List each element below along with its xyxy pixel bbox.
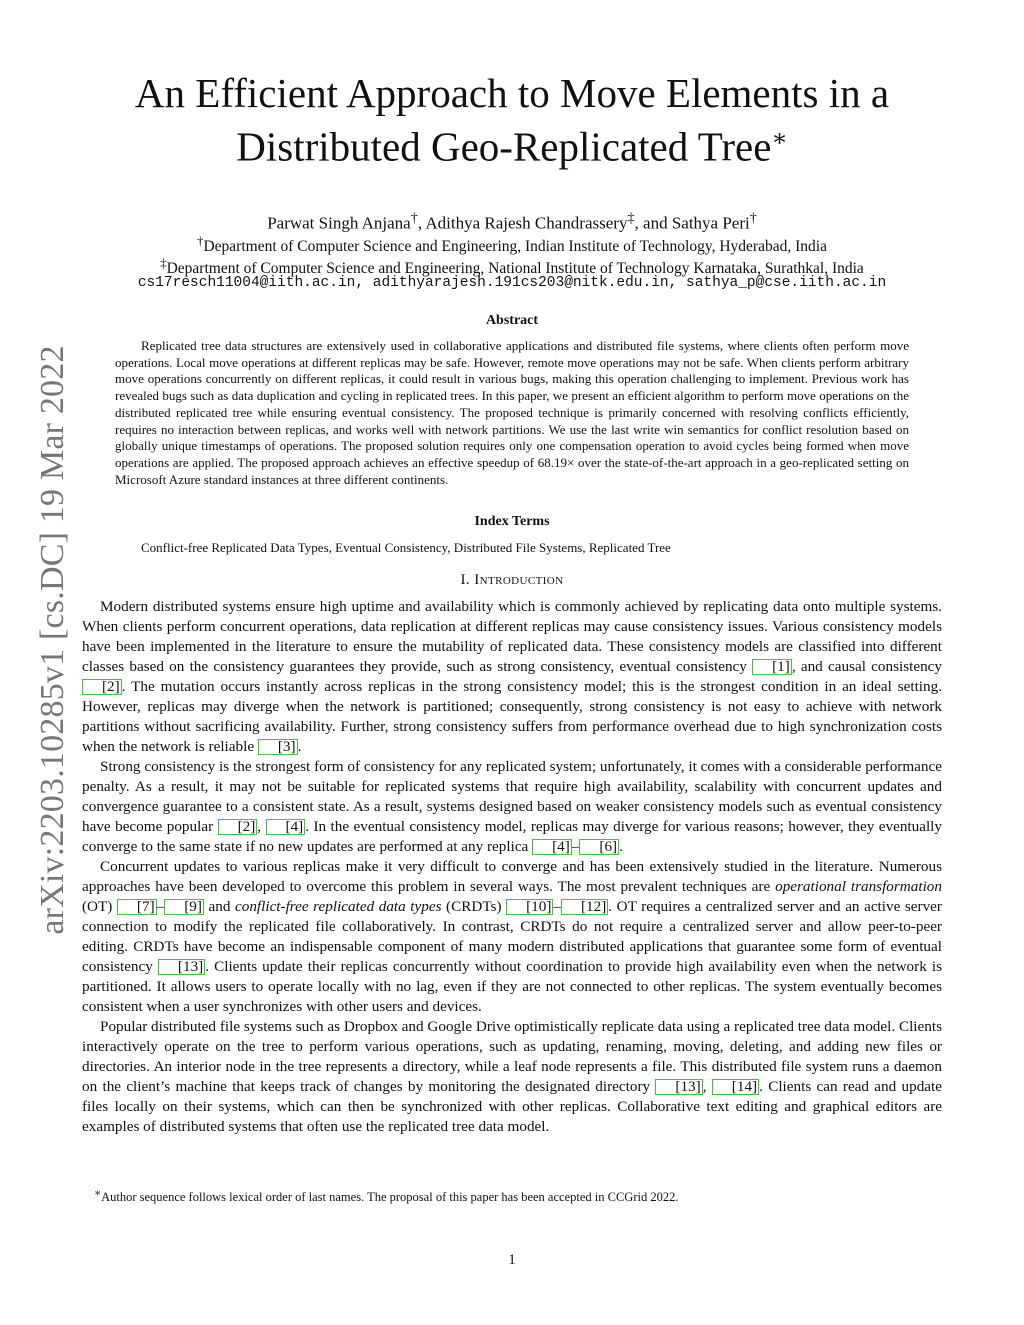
index-terms-heading: Index Terms <box>474 514 550 529</box>
citation-link[interactable]: [9] <box>164 899 204 915</box>
author-chandrassery: Adithya Rajesh Chandrassery <box>425 213 628 233</box>
citation-link[interactable]: [14] <box>712 1079 759 1095</box>
arxiv-identifier-stamp: arXiv:2203.10285v1 [cs.DC] 19 Mar 2022 <box>34 345 71 935</box>
page-number: 1 <box>508 1252 516 1268</box>
paper-title <box>100 70 924 170</box>
section-heading-introduction: I. Introduction <box>460 572 564 588</box>
citation-link[interactable]: [6] <box>579 839 619 855</box>
citation-link[interactable]: [4] <box>532 839 572 855</box>
citation-link[interactable]: [1] <box>752 659 792 675</box>
abstract-text: Replicated tree data structures are extensively used in collaborative applications and distributed file systems, where clients often perform move operations. Local move operations at different replicas may be safe. However, remote move operations may not be safe. When clients perform arbitrary move operations concurrently on different replicas, it could result in various bugs, making this operation challenging to implement. Previous work has revealed bugs such as data duplication and cycling in replicated trees. In this paper, we present an efficient algorithm to perform move operations on the distributed replicated tree while ensuring eventual consistency. The proposed technique is primarily concerned with resolving conflicts efficiently, requires no interaction between replicas, and works well with network partitions. We use the last write win semantics for conflict resolution based on globally unique timestamps of operations. The proposed solution requires only one compensation operation to avoid cycles being formed when move operations are applied. The proposed approach achieves an effective speedup of 68.19× over the state-of-the-art approach in a geo-replicated setting on Microsoft Azure standard instances at three different continents. <box>115 338 909 487</box>
author-anjana: Parwat Singh Anjana <box>267 213 411 233</box>
footnote: ∗Author sequence follows lexical order of last names. The proposal of this paper has been accepted in CCGrid 2022. <box>94 1188 679 1205</box>
citation-link[interactable]: [3] <box>258 739 298 755</box>
title-line-1: An Efficient Approach to Move Elements in a <box>134 70 890 116</box>
introduction-body <box>82 597 942 1137</box>
citation-link[interactable]: [7] <box>117 899 157 915</box>
index-terms-text: Conflict-free Replicated Data Types, Eventual Consistency, Distributed File Systems, Replicated Tree <box>141 540 671 555</box>
abstract-heading: Abstract <box>485 313 539 328</box>
citation-link[interactable]: [13] <box>158 959 205 975</box>
citation-link[interactable]: [12] <box>561 899 608 915</box>
paragraph-4: Popular distributed file systems such as Dropbox and Google Drive optimistically replicate data using a replicated tree data model. Clients interactively operate on the tree to perform various operations, such as updating, renaming, moving, deleting, and adding new files or directories. An interior node in the tree represents a directory, while a leaf node represents a file. This distributed file system runs a daemon on the client’s machine that keeps track of changes by monitoring the designated directory [13] , [14] . Clients can read and update files locally on their systems, which can then be synchronized with other replicas. Collaborative text editing and graphical editors are examples of distributed systems that often use the replicated tree data model. <box>82 1018 943 1135</box>
affiliation-iit-hyderabad: †Department of Computer Science and Engineering, Indian Institute of Technology, Hyderabad, India <box>197 233 827 256</box>
paragraph-1: Modern distributed systems ensure high uptime and availability which is commonly achieved by replicating data onto multiple systems. When clients perform concurrent operations, data replication at different replicas may cause consistency issues. Various consistency models have been implemented in the literature to ensure the mutability of replicated data. These consistency models are classified into different classes based on the consistency guarantees they provide, such as strong consistency, eventual consistency [1] , and causal consistency [2] . The mutation occurs instantly across replicas in the strong consistency model; this is the strongest condition in an ideal setting. However, replicas may diverge when the network is partitioned; consequently, strong consistency is not easy to achieve with network partitions without sacrificing availability. Further, strong consistency suffers from performance overhead due to high synchronization costs when the network is reliable [3] . <box>82 598 942 755</box>
title-line-2: Distributed Geo-Replicated Tree∗ <box>236 123 788 170</box>
citation-link[interactable]: [2] <box>218 819 258 835</box>
paragraph-2: Strong consistency is the strongest form of consistency for any replicated system; unfortunately, it comes with a considerable performance penalty. As a result, it may not be suitable for replicated systems that require high availability, scalability with concurrent updates and convergence guarantee to a consistent state. As a result, systems designed based on weaker consistency models such as eventual consistency have become popular [2] , [4] . In the eventual consistency model, replicas may diverge for various reasons; however, they eventually converge to the same state if no new updates are performed at any replica [4] – [6] . <box>82 758 942 855</box>
citation-link[interactable]: [10] <box>506 899 553 915</box>
author-list: Parwat Singh Anjana†, Adithya Rajesh Chandrassery‡, and Sathya Peri† <box>267 210 757 233</box>
paragraph-3: Concurrent updates to various replicas make it very difficult to converge and has been extensively studied in the literature. Numerous approaches have been developed to overcome this problem in several ways. The most prevalent techniques are operational transformation (OT) [7] – [9] and conflict-free replicated data types (CRDTs) [10] – [12] . OT requires a centralized server and an active server connection to modify the replicated file collaboratively. In contrast, CRDTs do not require a centralized server and allow peer-to-peer editing. CRDTs have become an indispensable component of many modern distributed applications that guarantee some form of eventual consistency [13] . Clients update their replicas concurrently without coordination to provide high availability even when the network is partitioned. It allows users to operate locally with no lag, even if they are not connected to other replicas. The system eventually becomes consistent when a user synchronizes with other users and devices. <box>82 858 942 1015</box>
citation-link[interactable]: [13] <box>655 1079 702 1095</box>
citation-link[interactable]: [4] <box>266 819 306 835</box>
title-footnote-mark: ∗ <box>771 126 788 152</box>
affiliation-nitk: ‡Department of Computer Science and Engineering, National Institute of Technology Karnataka, Surathkal, India <box>160 255 864 278</box>
author-emails: cs17resch11004@iith.ac.in, adithyarajesh.191cs203@nitk.edu.in, sathya_p@cse.iith.ac.in <box>137 275 887 291</box>
author-peri: Sathya Peri <box>671 213 750 233</box>
citation-link[interactable]: [2] <box>82 679 122 695</box>
